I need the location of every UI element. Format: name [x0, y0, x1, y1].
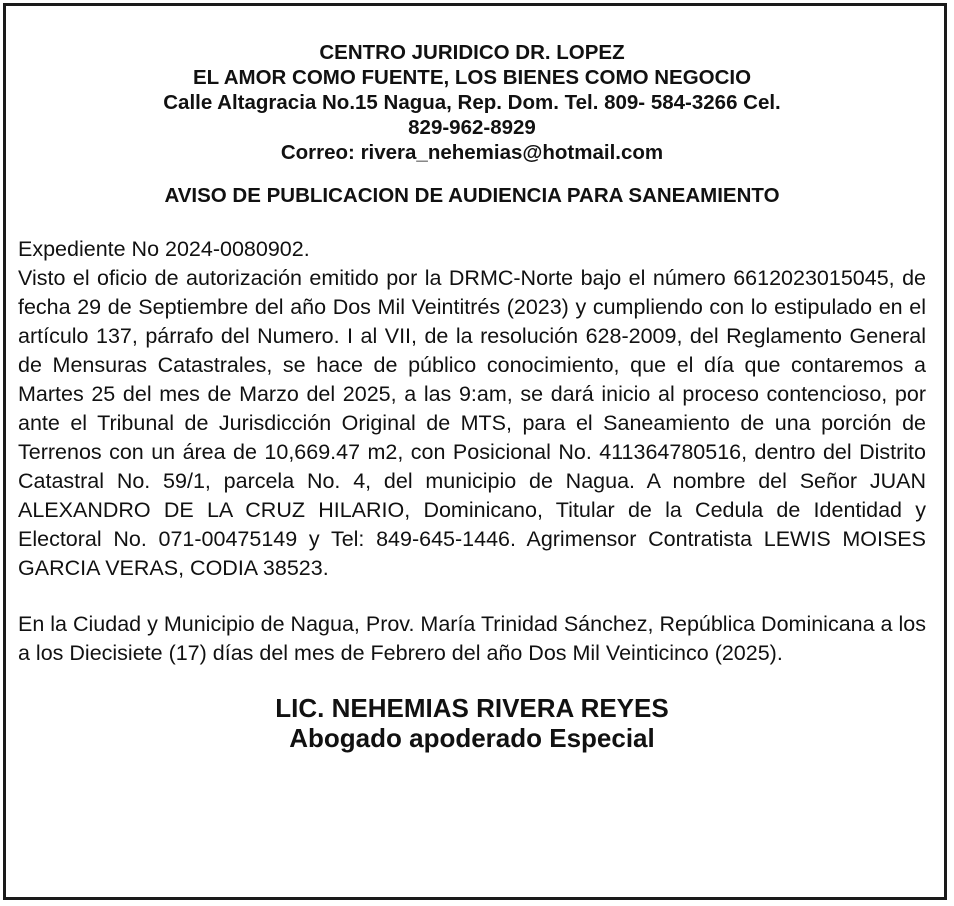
- notice-title: AVISO DE PUBLICACION DE AUDIENCIA PARA SANEAMIENTO: [164, 184, 780, 207]
- firm-email: Correo: rivera_nehemias@hotmail.com: [280, 141, 664, 164]
- firm-cell-phone: 829-962-8929: [408, 116, 536, 139]
- firm-name: CENTRO JURIDICO DR. LOPEZ: [319, 41, 625, 64]
- case-number: Expediente No 2024-0080902.: [18, 237, 310, 261]
- closing-paragraph: En la Ciudad y Municipio de Nagua, Prov. María Trinidad Sánchez, República Dominicana a los a los Diecisiete (17) días del mes de Febrero del año Dos Mil Veinticinco (2025).: [18, 612, 926, 665]
- letterhead: [18, 40, 926, 165]
- notice-main-paragraph: Visto el oficio de autorización emitido por la DRMC-Norte bajo el número 6612023015045, de fecha 29 de Septiembre del año Dos Mil Veintitrés (2023) y cumpliendo con lo estipulado en el artículo 137, párrafo del Numero. I al VII, de la resolución 628-2009, del Reglamento General de Mensuras Catastrales, se hace de público conocimiento, que el día que contaremos a Martes 25 del mes de Marzo del 2025, a las 9:am, se dará inicio al proceso contencioso, por ante el Tribunal de Jurisdicción Original de MTS, para el Saneamiento de una porción de Terrenos con un área de 10,669.47 m2, con Posicional No. 411364780516, dentro del Distrito Catastral No. 59/1, parcela No. 4, del municipio de Nagua. A nombre del Señor JUAN ALEXANDRO DE LA CRUZ HILARIO, Dominicano, Titular de la Cedula de Identidad y Electoral No. 071-00475149 y Tel: 849-645-1446. Agrimensor Contratista LEWIS MOISES GARCIA VERAS, CODIA 38523.: [18, 266, 926, 580]
- notice-body: [18, 235, 926, 583]
- firm-address: Calle Altagracia No.15 Nagua, Rep. Dom. Tel. 809- 584-3266 Cel.: [163, 91, 781, 114]
- signer-role: Abogado apoderado Especial: [289, 723, 655, 753]
- notice-content: [18, 40, 926, 753]
- firm-slogan: EL AMOR COMO FUENTE, LOS BIENES COMO NEGOCIO: [192, 66, 752, 89]
- signature-block: [18, 693, 926, 753]
- signer-name: LIC. NEHEMIAS RIVERA REYES: [275, 693, 669, 723]
